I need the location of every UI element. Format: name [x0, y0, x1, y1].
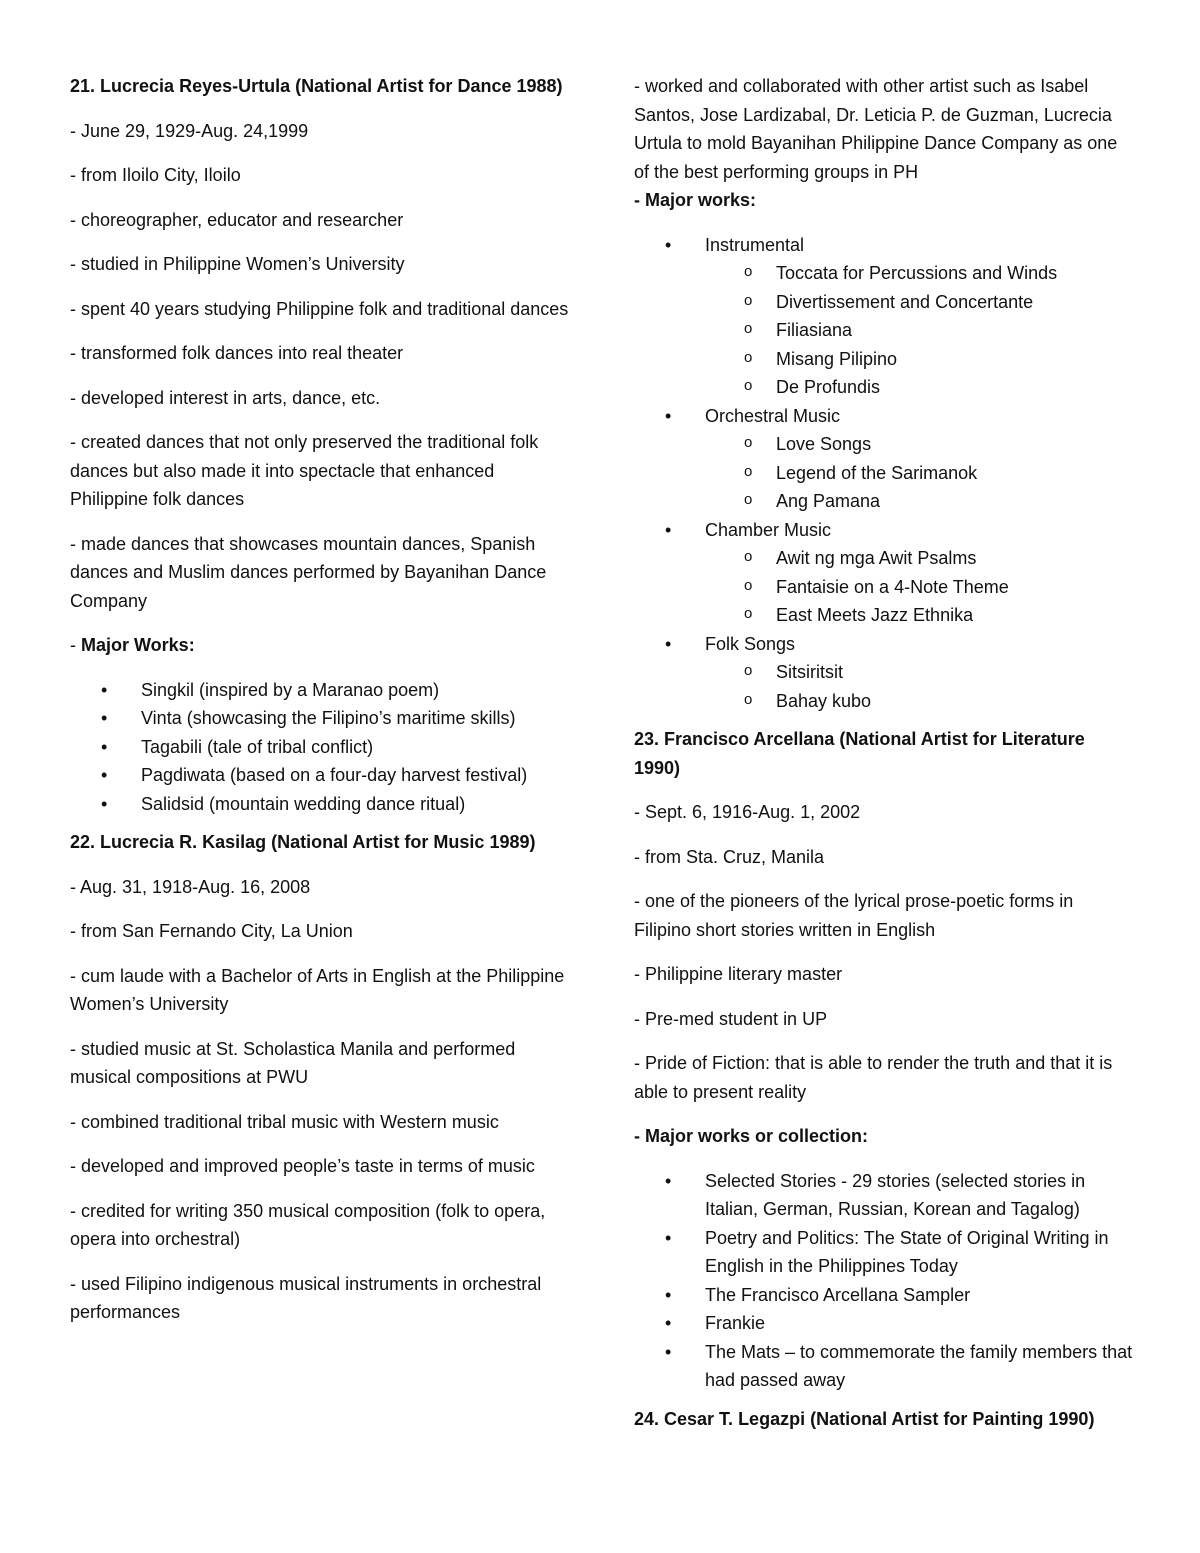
s21-line: - made dances that showcases mountain dances, Spanish dances and Muslim dances performed by Bayanihan Dance Company — [70, 533, 547, 611]
sub-list — [705, 430, 1134, 516]
circle-bullet-icon: o — [744, 377, 753, 394]
s23-line: - Philippine literary master — [634, 964, 843, 984]
work-title: Awit ng mga Awit Psalms — [776, 548, 977, 568]
circle-bullet-icon: o — [744, 690, 753, 708]
work-title: Toccata for Percussions and Winds — [776, 263, 1058, 283]
work-title: Bahay kubo — [776, 690, 872, 711]
work-title: The Francisco Arcellana Sampler — [705, 1284, 971, 1305]
circle-bullet-icon: o — [744, 263, 753, 280]
sub-list — [705, 544, 1134, 630]
list-item — [634, 1338, 1134, 1395]
s23-line: - Pride of Fiction: that is able to render the truth and that it is able to present reality — [634, 1053, 1113, 1102]
bullet-icon: • — [665, 1313, 672, 1333]
category-name: Folk Songs — [705, 633, 796, 654]
s21-major-label: Major Works: — [81, 635, 195, 655]
work-title: Sitsiritsit — [776, 662, 843, 682]
sub-item — [705, 316, 1134, 345]
section-23-heading: 23. Francisco Arcellana (National Artist for Literature 1990) — [634, 729, 1085, 778]
bullet-icon: • — [101, 679, 108, 700]
s21-line: - from Iloilo City, Iloilo — [70, 165, 241, 185]
s22-major-works: - Major works: — [634, 190, 757, 210]
work-title: Singkil (inspired by a Maranao poem) — [141, 679, 440, 700]
work-title: Vinta (showcasing the Filipino’s maritime skills) — [141, 708, 516, 728]
category-name: Instrumental — [705, 234, 805, 255]
section-22-heading: 22. Lucrecia R. Kasilag (National Artist for Music 1989) — [70, 832, 536, 852]
s22-line: - from San Fernando City, La Union — [70, 921, 353, 941]
category-item — [634, 516, 1134, 630]
list-item — [634, 1224, 1134, 1281]
bullet-icon: • — [665, 405, 672, 426]
s21-line: - spent 40 years studying Philippine folk and traditional dances — [70, 298, 569, 319]
right-column — [634, 72, 1134, 1449]
s22-line: - cum laude with a Bachelor of Arts in English at the Philippine Women’s University — [70, 965, 565, 1014]
s21-major-works — [70, 631, 570, 660]
s21-major-prefix: - — [70, 635, 81, 655]
s22-line: - combined traditional tribal music with Western music — [70, 1111, 499, 1132]
bullet-icon: • — [665, 234, 672, 255]
list-item — [634, 1309, 1134, 1338]
s22-line: - Aug. 31, 1918-Aug. 16, 2008 — [70, 876, 311, 897]
work-title: Salidsid (mountain wedding dance ritual) — [141, 793, 466, 814]
bullet-icon: • — [101, 765, 108, 785]
bullet-icon: • — [101, 708, 108, 728]
sub-item — [705, 345, 1134, 374]
bullet-icon: • — [665, 1284, 672, 1305]
work-title: East Meets Jazz Ethnika — [776, 605, 974, 625]
work-title: Tagabili (tale of tribal conflict) — [141, 736, 374, 757]
list-item — [70, 676, 570, 705]
work-title: Poetry and Politics: The State of Original Writing in English in the Philippines Today — [705, 1227, 1109, 1276]
sub-item — [705, 544, 1134, 573]
category-item — [634, 402, 1134, 516]
work-title: Legend of the Sarimanok — [776, 462, 978, 483]
circle-bullet-icon: o — [744, 291, 753, 309]
sub-item — [705, 658, 1134, 687]
circle-bullet-icon: o — [744, 662, 753, 679]
s21-line: - studied in Philippine Women’s University — [70, 254, 405, 274]
section-21-heading: 21. Lucrecia Reyes-Urtula (National Artist for Dance 1988) — [70, 76, 563, 96]
s21-line: - choreographer, educator and researcher — [70, 209, 404, 230]
list-item — [70, 761, 570, 790]
work-title: The Mats – to commemorate the family members that had passed away — [705, 1341, 1133, 1390]
s21-line: - June 29, 1929-Aug. 24,1999 — [70, 120, 309, 141]
category-name: Chamber Music — [705, 519, 832, 540]
s22-continuation: - worked and collaborated with other artist such as Isabel Santos, Jose Lardizabal, Dr. Leticia P. de Guzman, Lucrecia Urtula to mold Bayanihan Philippine Dance Company as one of the best performing groups in PH — [634, 76, 1118, 182]
s23-works-list — [634, 1167, 1134, 1395]
circle-bullet-icon: o — [744, 605, 753, 622]
circle-bullet-icon: o — [744, 576, 753, 594]
s21-line: - developed interest in arts, dance, etc. — [70, 387, 381, 408]
s22-works-list — [634, 231, 1134, 716]
category-name: Orchestral Music — [705, 405, 841, 426]
bullet-icon: • — [665, 633, 672, 654]
sub-item — [705, 573, 1134, 602]
circle-bullet-icon: o — [744, 320, 753, 337]
circle-bullet-icon: o — [744, 548, 753, 565]
work-title: Filiasiana — [776, 320, 853, 340]
s23-line: - one of the pioneers of the lyrical prose-poetic forms in Filipino short stories written in English — [634, 891, 1074, 940]
work-title: Frankie — [705, 1313, 766, 1333]
work-title: Pagdiwata (based on a four-day harvest festival) — [141, 765, 528, 785]
circle-bullet-icon: o — [744, 434, 753, 451]
work-title: Ang Pamana — [776, 491, 881, 511]
list-item — [634, 1167, 1134, 1224]
work-title: Divertissement and Concertante — [776, 291, 1034, 312]
work-title: Love Songs — [776, 434, 872, 454]
sub-item — [705, 373, 1134, 402]
bullet-icon: • — [665, 1170, 672, 1191]
s22-line: - used Filipino indigenous musical instruments in orchestral performances — [70, 1273, 542, 1322]
s21-line: - transformed folk dances into real theater — [70, 343, 404, 363]
left-column — [70, 72, 570, 1343]
s22-line: - developed and improved people’s taste in terms of music — [70, 1156, 535, 1176]
work-title: De Profundis — [776, 377, 881, 397]
list-item — [70, 704, 570, 733]
list-item — [70, 790, 570, 819]
sub-item — [705, 259, 1134, 288]
s22-line: - credited for writing 350 musical composition (folk to opera, opera into orchestral) — [70, 1200, 546, 1249]
sub-item — [705, 430, 1134, 459]
list-item — [70, 733, 570, 762]
bullet-icon: • — [101, 793, 108, 814]
bullet-icon: • — [101, 736, 108, 757]
circle-bullet-icon: o — [744, 491, 753, 508]
work-title: Misang Pilipino — [776, 348, 898, 369]
work-title: Selected Stories - 29 stories (selected stories in Italian, German, Russian, Korean and Tagalog) — [705, 1170, 1086, 1219]
circle-bullet-icon: o — [744, 348, 753, 366]
list-item — [634, 1281, 1134, 1310]
s23-line: - Sept. 6, 1916-Aug. 1, 2002 — [634, 802, 861, 822]
bullet-icon: • — [665, 1341, 672, 1362]
s23-line: - Pre-med student in UP — [634, 1008, 828, 1029]
sub-item — [705, 459, 1134, 488]
category-item — [634, 231, 1134, 402]
s21-line: - created dances that not only preserved the traditional folk dances but also made it into spectacle that enhanced Philippine folk dances — [70, 432, 539, 509]
sub-list — [705, 658, 1134, 715]
category-item — [634, 630, 1134, 716]
s23-major-works: - Major works or collection: — [634, 1126, 869, 1146]
sub-list — [705, 259, 1134, 402]
s22-line: - studied music at St. Scholastica Manila and performed musical compositions at PWU — [70, 1038, 516, 1087]
circle-bullet-icon: o — [744, 462, 753, 480]
work-title: Fantaisie on a 4-Note Theme — [776, 576, 1009, 597]
sub-item — [705, 687, 1134, 716]
sub-item — [705, 288, 1134, 317]
sub-item — [705, 487, 1134, 516]
s21-works-list — [70, 676, 570, 819]
bullet-icon: • — [665, 519, 672, 540]
sub-item — [705, 601, 1134, 630]
s23-line: - from Sta. Cruz, Manila — [634, 846, 825, 867]
section-24-heading: 24. Cesar T. Legazpi (National Artist for Painting 1990) — [634, 1408, 1095, 1429]
bullet-icon: • — [665, 1227, 672, 1248]
